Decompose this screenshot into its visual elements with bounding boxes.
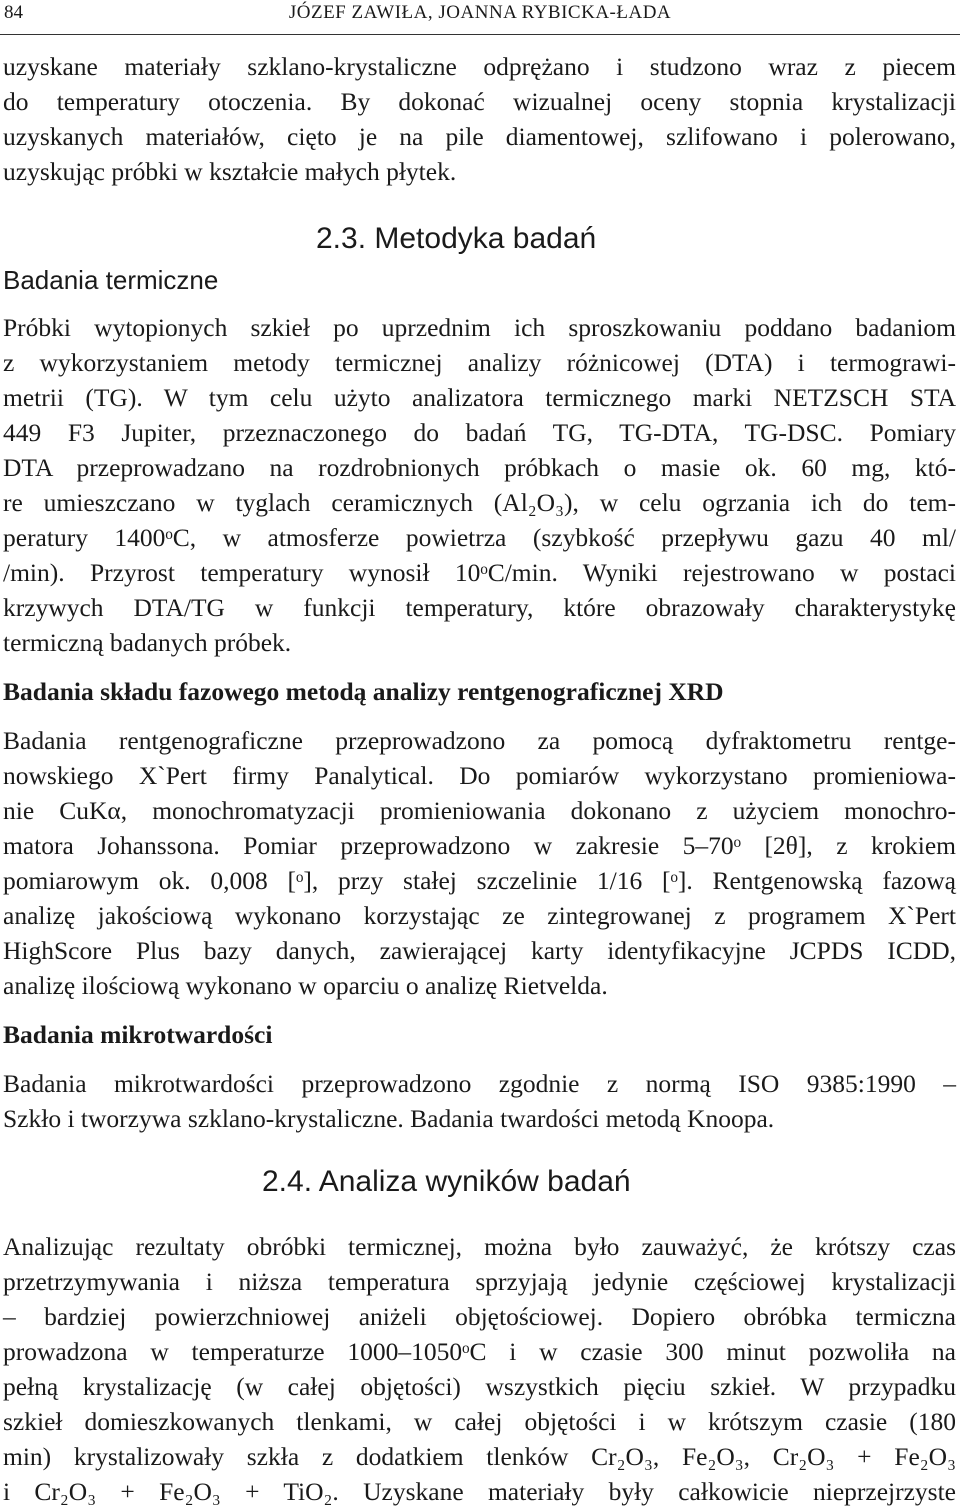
text-line: uzyskując próbki w kształcie małych płytek.	[3, 157, 457, 186]
text-line: metrii (TG). W tym celu użyto analizatora termicznego marki NETZSCH STA	[3, 383, 956, 412]
text-line: krzywych DTA/TG w funkcji temperatury, które obrazowały charakterystykę	[3, 593, 956, 622]
text-line: i Cr₂O₃ + Fe₂O₃ + TiO₂. Uzyskane materiały były całkowicie nieprzejrzyste	[3, 1477, 956, 1506]
text-line: min) krystalizowały szkła z dodatkiem tlenków Cr₂O₃, Fe₂O₃, Cr₂O₃ + Fe₂O₃	[3, 1442, 956, 1471]
text-line: peratury 1400ᵒC, w atmosferze powietrza (szybkość przepływu gazu 40 ml/	[3, 523, 956, 552]
text-line: pełną krystalizację (w całej objętości) wszystkich pięciu szkieł. W przypadku	[3, 1372, 956, 1401]
text-line: przetrzymywania i niższa temperatura sprzyjają jedynie częściowej krystalizacji	[3, 1267, 956, 1296]
page-number: 84	[4, 2, 23, 23]
text-line: re umieszczano w tyglach ceramicznych (Al₂O₃), w celu ogrzania ich do tem-	[3, 488, 956, 517]
text-line: uzyskanych materiałów, cięto je na pile diamentowej, szlifowano i polerowano,	[3, 122, 956, 151]
text-line: termiczną badanych próbek.	[3, 628, 292, 657]
text-line: Szkło i tworzywa szklano-krystaliczne. Badania twardości metodą Knoopa.	[3, 1104, 775, 1133]
subsection-heading: Badania termiczne	[3, 265, 219, 295]
text-line: analizę ilościową wykonano w oparciu o analizę Rietvelda.	[3, 971, 608, 1000]
text-line: nie CuKα, monochromatyzacji promieniowania dokonano z użyciem monochro-	[3, 796, 956, 825]
text-line: DTA przeprowadzano na rozdrobnionych próbkach o masie ok. 60 mg, któ-	[3, 453, 956, 482]
text-line: Analizując rezultaty obróbki termicznej, można było zauważyć, że krótszy czas	[3, 1232, 956, 1261]
subsection-heading: Badania mikrotwardości	[3, 1020, 273, 1049]
running-head: JÓZEF ZAWIŁA, JOANNA RYBICKA-ŁADA	[288, 2, 672, 23]
text-line: analizę jakościową wykonano korzystając ze zintegrowanej z programem X`Pert	[3, 901, 956, 930]
text-line: uzyskane materiały szklano-krystaliczne odprężano i studzono wraz z piecem	[3, 52, 956, 81]
text-line: Badania rentgenograficzne przeprowadzono za pomocą dyfraktometru rentge-	[3, 726, 956, 755]
text-line: HighScore Plus bazy danych, zawierającej karty identyfikacyjne JCPDS ICDD,	[3, 936, 956, 965]
section-title: 2.4. Analiza wyników badań	[262, 1165, 631, 1198]
text-line: 449 F3 Jupiter, przeznaczonego do badań TG, TG-DTA, TG-DSC. Pomiary	[3, 418, 956, 447]
text-line: – bardziej powierzchniowej aniżeli objętościowej. Dopiero obróbka termiczna	[3, 1302, 956, 1331]
text-line: prowadzona w temperaturze 1000–1050ᵒC i w czasie 300 minut pozwoliła na	[3, 1337, 956, 1366]
page-header	[0, 0, 960, 35]
text-line: z wykorzystaniem metody termicznej analizy różnicowej (DTA) i termograwi-	[3, 348, 956, 377]
subsection-heading: Badania składu fazowego metodą analizy rentgenograficznej XRD	[3, 677, 724, 706]
text-line: Próbki wytopionych szkieł po uprzednim ich sproszkowaniu poddano badaniom	[3, 313, 956, 342]
text-line: Badania mikrotwardości przeprowadzono zgodnie z normą ISO 9385:1990 –	[3, 1069, 956, 1098]
text-line: do temperatury otoczenia. By dokonać wizualnej oceny stopnia krystalizacji	[3, 87, 956, 116]
text-line: szkieł domieszkowanych tlenkami, w całej objętości i w krótszym czasie (180	[3, 1407, 956, 1436]
text-line: nowskiego X`Pert firmy Panalytical. Do pomiarów wykorzystano promieniowa-	[3, 761, 956, 790]
text-line: matora Johanssona. Pomiar przeprowadzono w zakresie 5–70ᵒ [2θ], z krokiem	[3, 831, 956, 860]
text-line: pomiarowym ok. 0,008 [ᵒ], przy stałej szczelinie 1/16 [ᵒ]. Rentgenowską fazową	[3, 866, 956, 895]
text-line: /min). Przyrost temperatury wynosił 10ᵒC/min. Wyniki rejestrowano w postaci	[3, 558, 956, 587]
section-title: 2.3. Metodyka badań	[316, 222, 597, 255]
